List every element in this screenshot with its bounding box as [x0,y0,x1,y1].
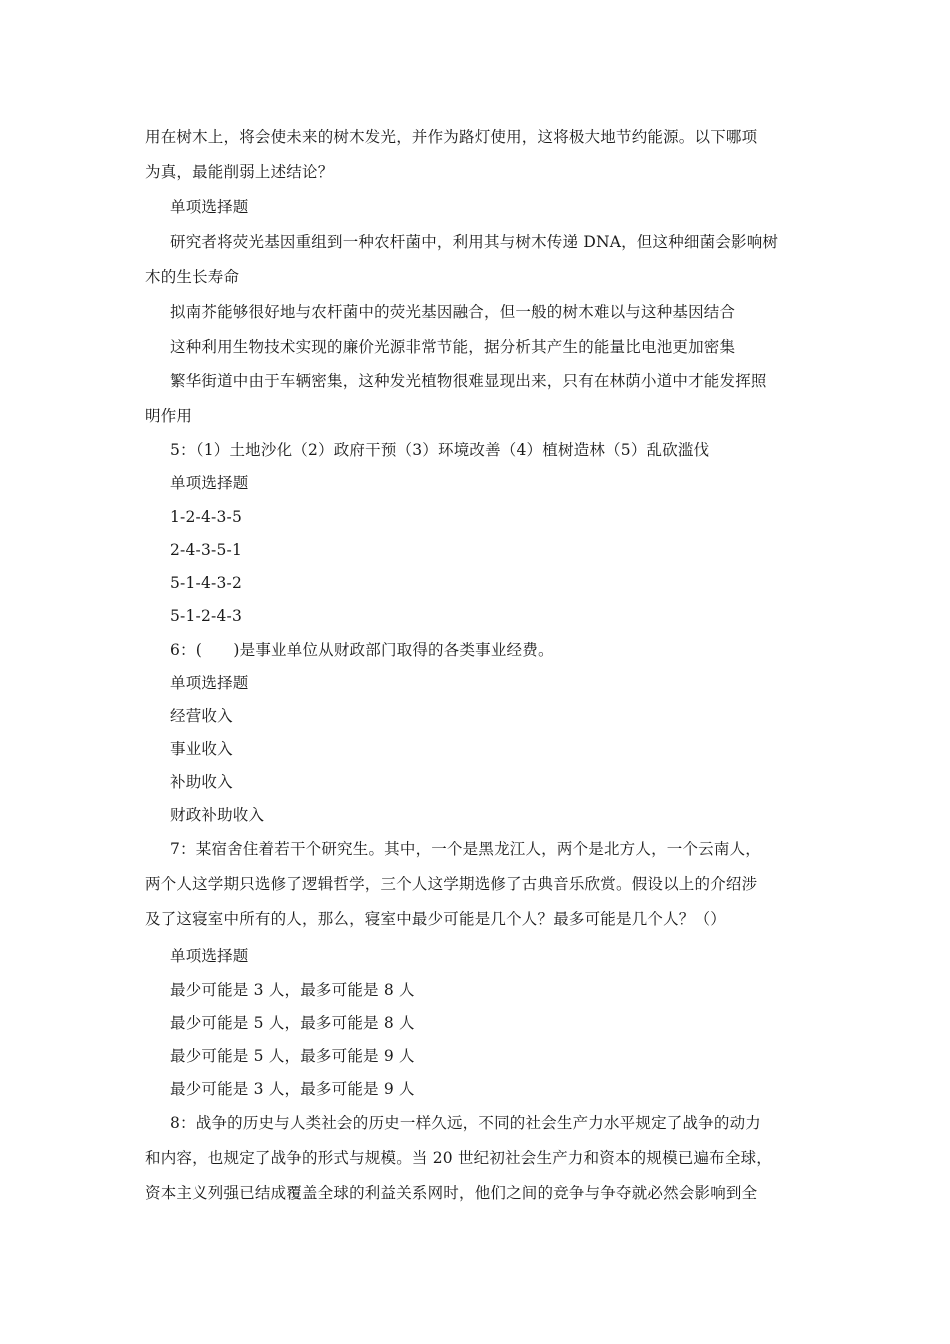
q7-option-b: 最少可能是 5 人，最多可能是 8 人 [170,1014,415,1032]
q4-option-a-line-1: 研究者将荧光基因重组到一种农杆菌中，利用其与树木传递 DNA，但这种细菌会影响树 [170,233,779,251]
q6-option-c: 补助收入 [170,773,233,791]
q7-stem-line-2: 两个人这学期只选修了逻辑哲学，三个人这学期选修了古典音乐欣赏。假设以上的介绍涉 [145,875,758,893]
q6-stem: 6：( )是事业单位从财政部门取得的各类事业经费。 [170,641,554,659]
q8-stem-line-1: 8：战争的历史与人类社会的历史一样久远，不同的社会生产力水平规定了战争的动力 [170,1114,761,1132]
q4-option-d-line-2: 明作用 [145,407,193,425]
q4-stem-line-2: 为真，最能削弱上述结论？ [145,163,334,181]
q5-stem: 5：（1）土地沙化（2）政府干预（3）环境改善（4）植树造林（5）乱砍滥伐 [170,441,710,459]
q4-option-a-line-2: 木的生长寿命 [145,268,240,286]
q5-type-label: 单项选择题 [170,474,249,492]
q4-type-label: 单项选择题 [170,198,249,216]
q7-stem-line-1: 7：某宿舍住着若干个研究生。其中，一个是黑龙江人，两个是北方人，一个云南人， [170,840,761,858]
q7-stem-line-3: 及了这寝室中所有的人，那么，寝室中最少可能是几个人？最多可能是几个人？（） [145,910,726,928]
q5-option-c: 5-1-4-3-2 [170,574,243,592]
q7-option-a: 最少可能是 3 人，最多可能是 8 人 [170,981,415,999]
q5-option-b: 2-4-3-5-1 [170,541,243,559]
q6-option-d: 财政补助收入 [170,806,265,824]
q7-option-d: 最少可能是 3 人，最多可能是 9 人 [170,1080,415,1098]
q5-option-a: 1-2-4-3-5 [170,508,243,526]
q5-option-d: 5-1-2-4-3 [170,607,243,625]
q6-type-label: 单项选择题 [170,674,249,692]
q4-option-d-line-1: 繁华街道中由于车辆密集，这种发光植物很难显现出来，只有在林荫小道中才能发挥照 [170,372,767,390]
q4-stem-line-1: 用在树木上，将会使未来的树木发光，并作为路灯使用，这将极大地节约能源。以下哪项 [145,128,758,146]
q6-option-b: 事业收入 [170,740,233,758]
q7-option-c: 最少可能是 5 人，最多可能是 9 人 [170,1047,415,1065]
q8-stem-line-3: 资本主义列强已结成覆盖全球的利益关系网时，他们之间的竞争与争夺就必然会影响到全 [145,1184,758,1202]
q8-stem-line-2: 和内容，也规定了战争的形式与规模。当 20 世纪初社会生产力和资本的规模已遍布全球， [145,1149,772,1167]
q7-type-label: 单项选择题 [170,947,249,965]
q4-option-b: 拟南芥能够很好地与农杆菌中的荧光基因融合，但一般的树木难以与这种基因结合 [170,303,736,321]
q6-option-a: 经营收入 [170,707,233,725]
q4-option-c: 这种利用生物技术实现的廉价光源非常节能，据分析其产生的能量比电池更加密集 [170,338,736,356]
